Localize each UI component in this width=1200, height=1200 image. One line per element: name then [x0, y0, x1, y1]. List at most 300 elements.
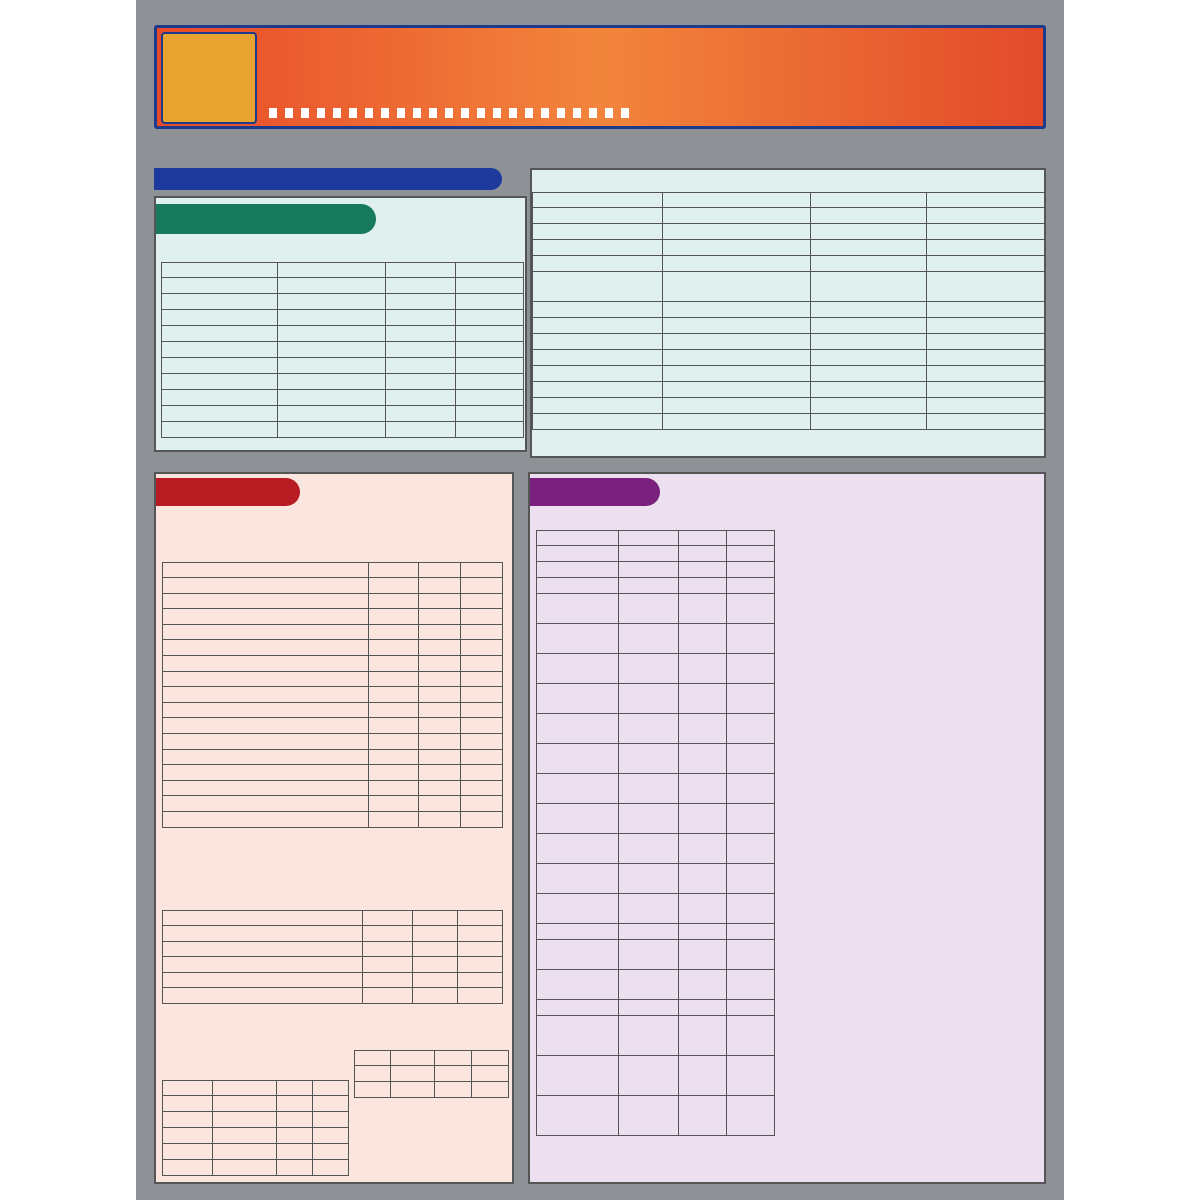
table-row [537, 834, 775, 864]
traditional-cell [277, 1112, 313, 1128]
traditional-cell [386, 278, 456, 294]
pinyin-cell [663, 334, 811, 350]
simplified-cell [927, 334, 1045, 350]
pinyin-cell [369, 671, 419, 687]
traditional-cell [679, 744, 727, 774]
daily-expressions-heading [156, 204, 376, 234]
simplified-cell [727, 894, 775, 924]
traditional-cell [413, 957, 458, 973]
english-cell [533, 240, 663, 256]
column-header [363, 911, 413, 926]
pinyin-cell [619, 1096, 679, 1136]
column-header [419, 563, 461, 578]
traditional-cell [811, 240, 927, 256]
simplified-cell [456, 358, 524, 374]
traditional-cell [811, 208, 927, 224]
table-row [537, 624, 775, 654]
traditional-cell [811, 398, 927, 414]
traditional-cell [413, 972, 458, 988]
pinyin-cell [619, 714, 679, 744]
table-row [537, 940, 775, 970]
simplified-cell [461, 609, 503, 625]
table-row [162, 374, 524, 390]
table-header-row [163, 1081, 349, 1096]
table-row [537, 1000, 775, 1016]
traditional-cell [277, 1160, 313, 1176]
column-header [313, 1081, 349, 1096]
english-cell [163, 702, 369, 718]
table-row [162, 326, 524, 342]
traditional-cell [679, 924, 727, 940]
traditional-cell [419, 733, 461, 749]
simplified-cell [727, 940, 775, 970]
table-row [163, 957, 503, 973]
simplified-cell [461, 702, 503, 718]
traditional-cell [386, 358, 456, 374]
table-row [162, 310, 524, 326]
simplified-cell [927, 302, 1045, 318]
other-expressions-table [532, 192, 1045, 430]
simplified-cell [927, 272, 1045, 302]
pinyin-cell [663, 350, 811, 366]
simplified-cell [461, 687, 503, 703]
simplified-cell [458, 957, 503, 973]
column-header [533, 193, 663, 208]
pinyin-cell [619, 774, 679, 804]
english-cell [537, 684, 619, 714]
column-header [163, 1081, 213, 1096]
simplified-cell [456, 310, 524, 326]
pinyin-cell [663, 366, 811, 382]
english-cell [163, 1096, 213, 1112]
table-row [163, 655, 503, 671]
simplified-cell [313, 1160, 349, 1176]
table-row [162, 422, 524, 438]
english-cell [163, 926, 363, 942]
simplified-cell [727, 834, 775, 864]
english-cell [537, 774, 619, 804]
traditional-cell [679, 970, 727, 1000]
english-cell [533, 398, 663, 414]
simplified-cell [927, 382, 1045, 398]
traditional-cell [811, 302, 927, 318]
english-cell [163, 609, 369, 625]
table-row [163, 765, 503, 781]
simplified-cell [456, 278, 524, 294]
traditional-cell [419, 687, 461, 703]
english-cell [537, 654, 619, 684]
pinyin-cell [278, 374, 386, 390]
pinyin-cell [369, 749, 419, 765]
english-cell [163, 811, 369, 827]
traditional-cell [811, 272, 927, 302]
pinyin-cell [619, 940, 679, 970]
table-row [533, 414, 1045, 430]
simplified-cell [727, 744, 775, 774]
table-row [163, 1096, 349, 1112]
column-header [163, 911, 363, 926]
simplified-cell [727, 924, 775, 940]
simplified-cell [472, 1082, 509, 1098]
column-header [278, 263, 386, 278]
table-row [163, 671, 503, 687]
table-row [163, 749, 503, 765]
traditional-cell [386, 422, 456, 438]
table-header-row [163, 911, 503, 926]
english-cell [537, 744, 619, 774]
english-cell [533, 256, 663, 272]
simplified-cell [727, 594, 775, 624]
traditional-cell [679, 562, 727, 578]
simplified-cell [727, 774, 775, 804]
table-row [163, 733, 503, 749]
english-cell [162, 406, 278, 422]
table-row [537, 654, 775, 684]
english-cell [533, 302, 663, 318]
table-row [537, 546, 775, 562]
pinyin-cell [619, 864, 679, 894]
english-cell [163, 780, 369, 796]
pinyin-cell [663, 224, 811, 240]
top-bar [136, 0, 1064, 24]
simplified-cell [461, 718, 503, 734]
simplified-cell [461, 624, 503, 640]
english-cell [537, 940, 619, 970]
simplified-cell [461, 733, 503, 749]
pinyin-cell [369, 593, 419, 609]
simplified-cell [727, 1000, 775, 1016]
table-row [533, 256, 1045, 272]
column-header [355, 1051, 391, 1066]
column-header [461, 563, 503, 578]
pinyin-cell [619, 1000, 679, 1016]
table-row [533, 224, 1045, 240]
table-row [163, 988, 503, 1004]
table-row [163, 702, 503, 718]
english-cell [163, 796, 369, 812]
traditional-cell [277, 1144, 313, 1160]
simplified-cell [461, 655, 503, 671]
pinyin-cell [619, 1016, 679, 1056]
simplified-cell [456, 342, 524, 358]
table-row [537, 804, 775, 834]
english-cell [537, 1096, 619, 1136]
table-row [533, 208, 1045, 224]
traditional-cell [679, 864, 727, 894]
traditional-cell [419, 593, 461, 609]
english-cell [163, 578, 369, 594]
traditional-cell [419, 578, 461, 594]
pinyin-cell [369, 702, 419, 718]
pinyin-cell [619, 654, 679, 684]
column-header [277, 1081, 313, 1096]
page-margin-left [0, 0, 136, 1200]
traditional-cell [679, 546, 727, 562]
traditional-cell [811, 334, 927, 350]
english-cell [537, 1016, 619, 1056]
english-cell [533, 208, 663, 224]
simplified-cell [927, 350, 1045, 366]
english-cell [163, 1160, 213, 1176]
english-cell [533, 382, 663, 398]
simplified-cell [927, 256, 1045, 272]
at-home-panel [528, 472, 1046, 1184]
english-cell [537, 1000, 619, 1016]
english-cell [163, 749, 369, 765]
simplified-cell [727, 624, 775, 654]
pinyin-cell [363, 972, 413, 988]
simplified-cell [927, 224, 1045, 240]
people-pets-table [536, 530, 775, 1136]
column-header [456, 263, 524, 278]
english-cell [537, 546, 619, 562]
english-cell [537, 1056, 619, 1096]
pinyin-cell [369, 687, 419, 703]
traditional-cell [413, 941, 458, 957]
traditional-cell [419, 780, 461, 796]
pinyin-cell [278, 294, 386, 310]
table-row [533, 272, 1045, 302]
simplified-cell [456, 374, 524, 390]
simplified-cell [313, 1112, 349, 1128]
table-header-row [355, 1051, 509, 1066]
table-row [163, 593, 503, 609]
pinyin-cell [213, 1160, 277, 1176]
table-row [537, 970, 775, 1000]
english-cell [537, 970, 619, 1000]
special-quasi-counters-table [354, 1050, 509, 1098]
counters-nouns-table [162, 562, 503, 828]
english-cell [162, 310, 278, 326]
english-cell [537, 562, 619, 578]
english-cell [533, 224, 663, 240]
table-row [533, 398, 1045, 414]
column-header [619, 531, 679, 546]
traditional-cell [413, 926, 458, 942]
column-header [162, 263, 278, 278]
pinyin-cell [369, 624, 419, 640]
simplified-cell [458, 941, 503, 957]
traditional-cell [386, 342, 456, 358]
traditional-cell [419, 640, 461, 656]
column-header [472, 1051, 509, 1066]
counters-panel [154, 472, 514, 1184]
column-header [458, 911, 503, 926]
traditional-cell [413, 988, 458, 1004]
pinyin-cell [213, 1112, 277, 1128]
pinyin-cell [619, 562, 679, 578]
pinyin-cell [369, 811, 419, 827]
pinyin-cell [619, 624, 679, 654]
pinyin-cell [619, 1056, 679, 1096]
column-header [391, 1051, 435, 1066]
english-cell [537, 578, 619, 594]
table-header-row [533, 193, 1045, 208]
traditional-cell [679, 578, 727, 594]
traditional-cell [386, 406, 456, 422]
column-header [413, 911, 458, 926]
simplified-cell [727, 654, 775, 684]
quasi-counters-table [162, 1080, 349, 1176]
simplified-cell [461, 811, 503, 827]
table-row [537, 594, 775, 624]
english-cell [537, 924, 619, 940]
table-row [163, 609, 503, 625]
table-header-row [162, 263, 524, 278]
english-cell [162, 326, 278, 342]
simplified-cell [313, 1144, 349, 1160]
table-row [163, 1128, 349, 1144]
pinyin-cell [369, 655, 419, 671]
pinyin-cell [363, 957, 413, 973]
simplified-cell [727, 970, 775, 1000]
table-row [163, 624, 503, 640]
pinyin-cell [278, 358, 386, 374]
english-cell [163, 624, 369, 640]
simplified-cell [461, 796, 503, 812]
simplified-cell [927, 208, 1045, 224]
traditional-cell [679, 940, 727, 970]
simplified-cell [458, 972, 503, 988]
simplified-cell [472, 1066, 509, 1082]
table-row [163, 1144, 349, 1160]
traditional-cell [679, 684, 727, 714]
pinyin-cell [278, 390, 386, 406]
pinyin-cell [391, 1082, 435, 1098]
pinyin-cell [278, 422, 386, 438]
table-row [163, 811, 503, 827]
pinyin-cell [619, 834, 679, 864]
traditional-cell [386, 374, 456, 390]
simplified-cell [461, 640, 503, 656]
pinyin-cell [663, 318, 811, 334]
table-row [162, 406, 524, 422]
table-row [537, 1016, 775, 1056]
pinyin-cell [278, 342, 386, 358]
table-row [162, 278, 524, 294]
table-row [533, 366, 1045, 382]
pinyin-cell [213, 1128, 277, 1144]
traditional-cell [811, 256, 927, 272]
column-header [663, 193, 811, 208]
pinyin-cell [619, 924, 679, 940]
column-header [386, 263, 456, 278]
traditional-cell [679, 834, 727, 864]
pinyin-cell [619, 970, 679, 1000]
traditional-cell [811, 318, 927, 334]
english-cell [533, 350, 663, 366]
english-cell [537, 804, 619, 834]
pinyin-cell [278, 310, 386, 326]
table-row [537, 744, 775, 774]
simplified-cell [461, 593, 503, 609]
pinyin-cell [663, 208, 811, 224]
traditional-cell [435, 1082, 472, 1098]
traditional-cell [386, 326, 456, 342]
table-row [533, 302, 1045, 318]
traditional-cell [386, 294, 456, 310]
traditional-cell [811, 382, 927, 398]
simplified-cell [461, 780, 503, 796]
simplified-cell [727, 1056, 775, 1096]
table-row [163, 718, 503, 734]
table-row [162, 294, 524, 310]
simplified-cell [927, 318, 1045, 334]
english-cell [163, 1112, 213, 1128]
column-header [213, 1081, 277, 1096]
english-cell [162, 342, 278, 358]
pinyin-cell [213, 1096, 277, 1112]
counters-verbs-table [162, 910, 503, 1004]
english-cell [533, 366, 663, 382]
pinyin-cell [619, 578, 679, 594]
table-row [533, 382, 1045, 398]
english-cell [537, 834, 619, 864]
pinyin-cell [391, 1066, 435, 1082]
table-row [163, 640, 503, 656]
english-cell [537, 864, 619, 894]
table-row [163, 578, 503, 594]
table-row [355, 1066, 509, 1082]
english-cell [163, 988, 363, 1004]
english-cell [533, 272, 663, 302]
english-cell [163, 671, 369, 687]
simplified-cell [456, 390, 524, 406]
pinyin-cell [619, 546, 679, 562]
simplified-cell [927, 366, 1045, 382]
table-row [537, 684, 775, 714]
pinyin-cell [369, 640, 419, 656]
pinyin-cell [213, 1144, 277, 1160]
column-header [369, 563, 419, 578]
quickstudy-logo [161, 32, 257, 124]
banner-dots-decoration [269, 108, 629, 118]
traditional-cell [679, 804, 727, 834]
table-row [163, 687, 503, 703]
counters-heading [156, 478, 300, 506]
pinyin-cell [369, 796, 419, 812]
english-cell [163, 687, 369, 703]
english-cell [162, 358, 278, 374]
simplified-cell [456, 406, 524, 422]
simplified-cell [458, 926, 503, 942]
title-banner [154, 25, 1046, 129]
english-cell [533, 318, 663, 334]
english-cell [537, 624, 619, 654]
simplified-cell [727, 864, 775, 894]
traditional-cell [679, 594, 727, 624]
english-cell [163, 640, 369, 656]
traditional-cell [435, 1066, 472, 1082]
pinyin-cell [619, 804, 679, 834]
simplified-cell [727, 714, 775, 744]
traditional-cell [679, 894, 727, 924]
simplified-cell [727, 684, 775, 714]
traditional-cell [419, 671, 461, 687]
traditional-cell [811, 224, 927, 240]
traditional-cell [277, 1096, 313, 1112]
pinyin-cell [363, 988, 413, 1004]
pinyin-cell [663, 302, 811, 318]
english-cell [355, 1066, 391, 1082]
pinyin-cell [278, 406, 386, 422]
table-row [162, 390, 524, 406]
simplified-cell [727, 804, 775, 834]
pinyin-cell [619, 744, 679, 774]
english-cell [162, 294, 278, 310]
table-row [537, 562, 775, 578]
english-cell [162, 422, 278, 438]
